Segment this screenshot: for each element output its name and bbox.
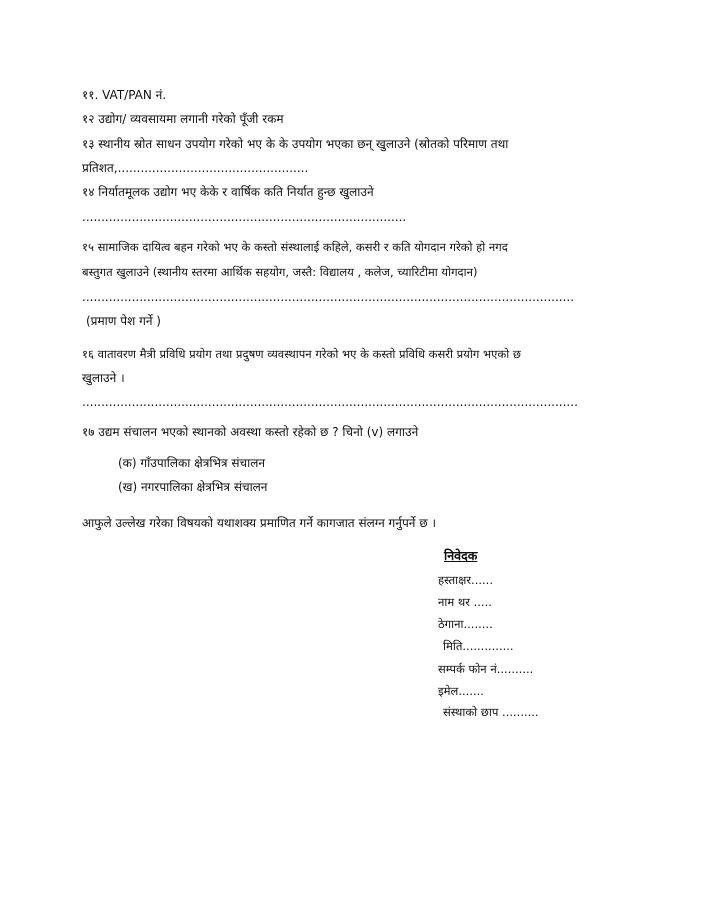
applicant-name: नाम थर ..... [438, 595, 492, 609]
applicant-signature: हस्ताक्षर...... [438, 573, 493, 587]
applicant-phone: सम्पर्क फोन नं.......... [438, 662, 534, 676]
applicant-stamp: संस्थाको छाप .......... [443, 705, 539, 719]
applicant-address: ठेगाना........ [438, 617, 493, 631]
item-11: ११. VAT/PAN नं. [82, 88, 167, 102]
item-14: १४ निर्यातमूलक उद्योग भए केके र वार्षिक कति निर्यात हुन्छ खुलाउने [82, 185, 374, 199]
applicant-date: मिति.............. [443, 639, 514, 653]
item-17: १७ उद्यम संचालन भएको स्थानको अवस्था कस्तो रहेको छ ? चिनो (v) लगाउने [82, 425, 419, 439]
applicant-title: निवेदक [444, 548, 478, 563]
item-15-line1: १५ सामाजिक दायित्व बहन गरेको भए के कस्तो संस्थालाई कहिले, कसरी र कति योगदान गरेको हो नगद [82, 240, 508, 254]
item-16-line2: खुलाउने । [82, 371, 125, 385]
item-13-line1: १३ स्थानीय स्रोत साधन उपयोग गरेको भए के के उपयोग भएका छन् खुलाउने (स्रोतको परिमाण तथा [82, 137, 509, 151]
item-15-note: (प्रमाण पेश गर्ने ) [86, 314, 161, 328]
applicant-email: इमेल....... [438, 684, 484, 698]
item-12: १२ उद्योग/ व्यवसायमा लगानी गरेको पूँजी रकम [82, 112, 284, 126]
item-14-blank: ..................................................................................... [82, 210, 407, 224]
item-15-line2: बस्तुगत खुलाउने (स्थानीय स्तरमा आर्थिक सहयोग, जस्तै: विद्यालय , कलेज, च्यारिटीमा योगदान) [82, 265, 478, 279]
item-16-blank: .................................................................................................................................. [82, 395, 578, 409]
item-15-blank: ................................................................................................................................. [82, 290, 575, 304]
item-17-option-b: (ख) नगरपालिका क्षेत्रभित्र संचालन [118, 480, 268, 494]
declaration: आफुले उल्लेख गरेका विषयको यथाशक्य प्रमाणित गर्ने कागजात संलग्न गर्नुपर्ने छ । [82, 516, 437, 530]
item-16-line1: १६ वातावरण मैत्री प्रविधि प्रयोग तथा प्रदुषण व्यवस्थापन गरेको भए के कस्तो प्रविधि कसरी प्रयोग भएको छ [82, 347, 521, 361]
item-17-option-a: (क) गाँउपालिका क्षेत्रभित्र संचालन [118, 456, 265, 470]
item-13-line2: प्रतिशत,.................................................. [82, 161, 309, 175]
